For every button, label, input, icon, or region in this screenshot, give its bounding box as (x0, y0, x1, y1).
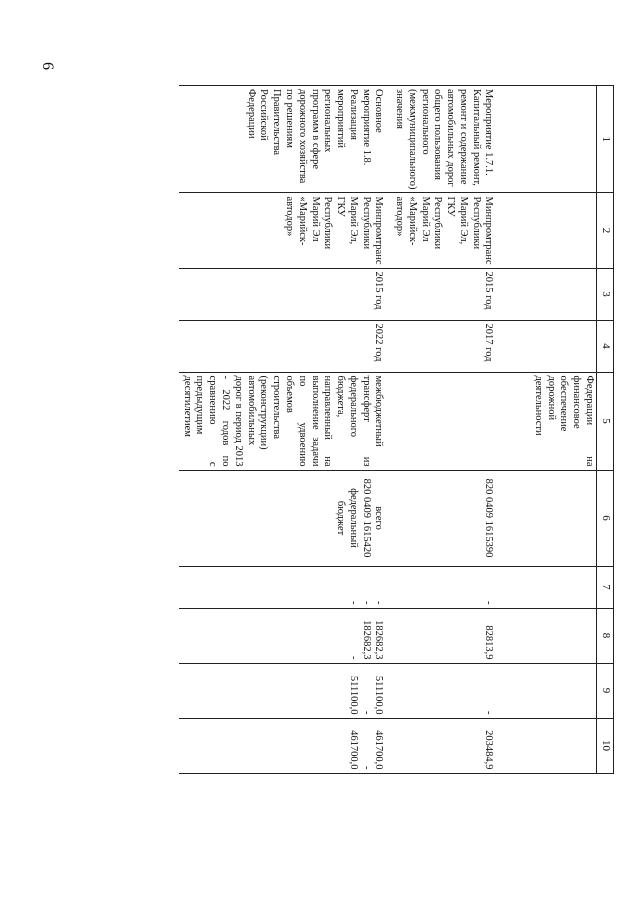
cell-year-2014 (386, 566, 496, 608)
column-number: 7 (597, 566, 614, 608)
program-table (179, 85, 614, 774)
value-line: всего (373, 506, 385, 530)
column-number: 1 (597, 86, 614, 193)
value-line: 182682,3 (373, 620, 385, 660)
cell-executor (496, 193, 597, 268)
cell-year-2017 (496, 718, 597, 773)
page-number: 6 (39, 62, 56, 70)
cell-start: 2015 год (179, 268, 386, 320)
value-line: - (373, 601, 385, 605)
column-number: 8 (597, 608, 614, 663)
cell-executor: Минпромтранс Республики Марий Эл, ГКУ Республики Марий Эл «Марийск-автодор» (179, 193, 386, 268)
value-line: 820 0409 1615420 (360, 478, 372, 558)
column-number-row (597, 86, 614, 774)
cell-year-2014 (179, 566, 386, 608)
cell-budget-code (179, 470, 386, 566)
cell-budget-code (386, 470, 496, 566)
cell-start (496, 268, 597, 320)
value-line: 511100,0 (347, 675, 359, 715)
cell-year-2015 (496, 608, 597, 663)
value-line: - (483, 711, 495, 715)
cell-year-2015 (179, 608, 386, 663)
cell-description (386, 372, 496, 470)
value-line: - (347, 656, 359, 660)
value-line: - (347, 601, 359, 605)
cell-name: Мероприятие 1.7.1. Капитальный ремонт, ремонт и содержание автомобильных дорог общего пользования регионального (межмуниципального) значения (386, 86, 496, 193)
value-line: 182682,3 (360, 620, 372, 660)
cell-start: 2015 год (386, 268, 496, 320)
value-line: - (360, 766, 372, 770)
cell-year-2015 (386, 608, 496, 663)
value-line: 820 0409 1615390 (483, 478, 495, 558)
value-line: - (483, 601, 495, 605)
cell-year-2014 (496, 566, 597, 608)
table-row (179, 86, 386, 774)
column-number: 2 (597, 193, 614, 268)
value-line: - (360, 601, 372, 605)
cell-executor: Минпромтранс Республики Марий Эл, ГКУ Республики Марий Эл «Марийск-автодор» (386, 193, 496, 268)
value-line: 511100,0 (373, 675, 385, 715)
value-line: 203484,9 (483, 730, 495, 770)
cell-name: Основное мероприятие 1.8. Реализация мероприятий региональных программ в сфере дорожного хозяйства по решениям Правительства Российской Федерации (179, 86, 386, 193)
value-line: федеральный бюджет (335, 488, 359, 548)
column-number: 5 (597, 372, 614, 470)
value-line: 461700,0 (347, 730, 359, 770)
cell-budget-code (496, 470, 597, 566)
cell-year-2016 (179, 663, 386, 718)
column-number: 6 (597, 470, 614, 566)
column-number: 9 (597, 663, 614, 718)
value-line: 82813,9 (483, 625, 495, 660)
table-row (496, 86, 597, 774)
value-line: 461700,0 (373, 730, 385, 770)
cell-description: Федерации на финансовое обеспечение дорожной деятельности (496, 372, 597, 470)
cell-end (496, 320, 597, 372)
cell-year-2017 (386, 718, 496, 773)
value-line: - (360, 711, 372, 715)
table-row (386, 86, 496, 774)
column-number: 4 (597, 320, 614, 372)
column-number: 3 (597, 268, 614, 320)
cell-year-2016 (386, 663, 496, 718)
column-number: 10 (597, 718, 614, 773)
cell-description: межбюджетный трансферт из федерального бюджета, направленный на выполнение задачи по удвоению объемов строительства (реконструкции) автомобильных дорог в период 2013 - 2022 годов по сравнению с предыдущим десятилетием (179, 372, 386, 470)
cell-name (496, 86, 597, 193)
cell-end: 2017 год (386, 320, 496, 372)
cell-year-2016 (496, 663, 597, 718)
cell-year-2017 (179, 718, 386, 773)
cell-end: 2022 год (179, 320, 386, 372)
